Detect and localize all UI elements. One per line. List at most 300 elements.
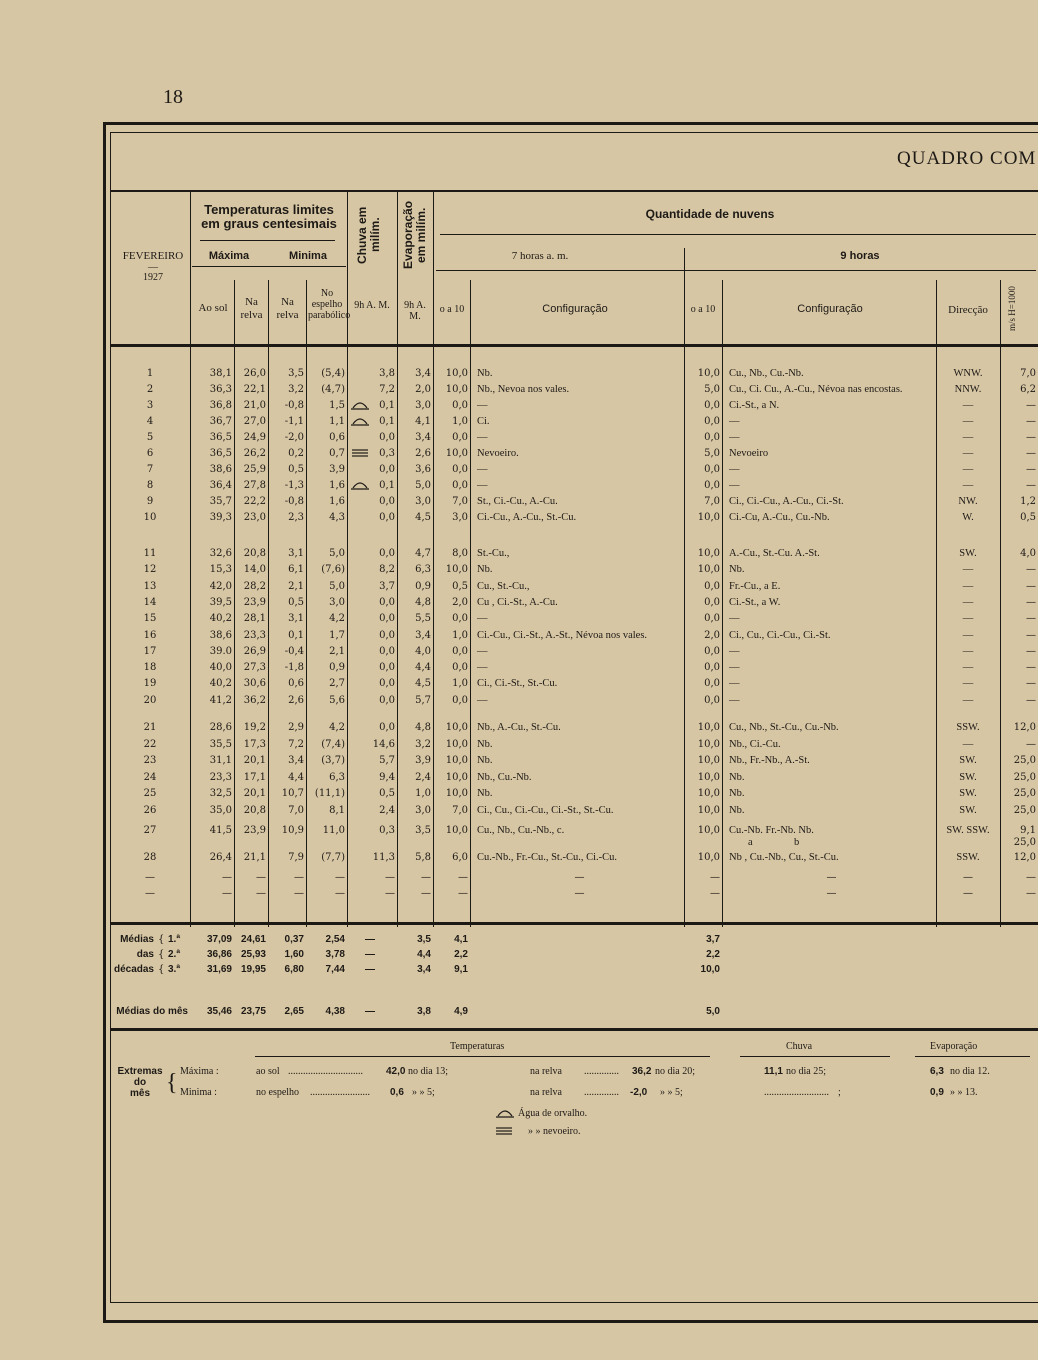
cell-config-7h: Cu.-Nb., Fr.-Cu., St.-Cu., Ci.-Cu.: [477, 851, 618, 863]
cell-nuvens-7h: 10,0: [445, 788, 468, 799]
cell-config-9h: Nb., Ci.-Cu.: [729, 738, 781, 750]
cell-config-9h: Cu., Ci. Cu., A.-Cu., Névoa nas encostas.: [729, 384, 903, 395]
footer-relva-max-dia: no dia 20;: [655, 1066, 695, 1077]
cell-direccao: W.: [962, 512, 974, 523]
header-rule: [440, 234, 1036, 235]
media-mes-min_relva: 2,65: [284, 1006, 304, 1017]
col-line: [470, 280, 471, 927]
cell-nuvens-9h: 0,0: [704, 464, 720, 475]
footer-mes: mês: [129, 1088, 150, 1099]
cell-max-sol: 39.0: [209, 645, 232, 657]
cell-direccao: —: [962, 694, 974, 706]
media-max_sol: 36,86: [206, 949, 232, 960]
cell-chuva: 0,0: [379, 596, 395, 608]
cell-min-relva: -0,8: [284, 400, 304, 411]
dash-cell: —: [963, 888, 973, 899]
footer-dots: ..............: [584, 1066, 619, 1077]
cell-direccao: —: [962, 580, 974, 592]
media-mes-min_esp: 4,38: [325, 1006, 345, 1017]
col-line: [306, 280, 307, 927]
title-rule: [110, 190, 1038, 192]
cell-min-espelho: (11,1): [314, 788, 345, 799]
nine-h-header-1: 9h A. M.: [354, 300, 390, 311]
media-evap: 4,4: [417, 949, 431, 960]
cell-nuvens-7h: 7,0: [452, 496, 468, 507]
medias-label: Médias: [120, 934, 154, 945]
cell-config-9h: Ci.-St., a W.: [729, 596, 781, 608]
cell-chuva: 3,8: [379, 368, 395, 379]
cell-nuvens-9h: 0,0: [704, 432, 720, 443]
cell-config-7h: Nevoeiro.: [477, 448, 519, 459]
brace: {: [158, 949, 165, 960]
cell-max-relva: 27,8: [243, 480, 266, 491]
cell-min-espelho: (3,7): [321, 755, 345, 766]
cell-nuvens-7h: 0,0: [452, 400, 468, 411]
dash-cell: —: [574, 888, 585, 899]
cell-max-relva: 19,2: [243, 722, 266, 733]
cell-direccao: —: [962, 400, 974, 411]
cell-min-espelho: 5,0: [329, 580, 345, 592]
cell-max-relva: 28,1: [243, 613, 266, 625]
cell-chuva: 0,0: [379, 613, 395, 625]
dash-cell: —: [710, 872, 720, 883]
cell-min-espelho: 11,0: [322, 825, 345, 836]
footer-brace: {: [166, 1070, 178, 1096]
cell-direccao: NNW.: [954, 384, 982, 395]
cell-velocidade: —: [1026, 738, 1036, 750]
cell-config-7h: —: [477, 480, 488, 491]
cell-evaporacao: 4,8: [415, 722, 431, 733]
table-bottom-rule: [110, 922, 1038, 925]
cell-nuvens-7h: 10,0: [445, 771, 468, 783]
cell-direccao: WNW.: [953, 368, 983, 379]
cell-velocidade: 25,0: [1013, 788, 1036, 799]
cell-min-espelho: (5,4): [321, 368, 345, 379]
cell-day: 20: [143, 694, 157, 706]
cell-evaporacao: 3,9: [415, 755, 431, 766]
cell-config-7h: Nb., Cu.-Nb.: [477, 771, 532, 783]
footer-relva-max-label: na relva: [530, 1066, 562, 1077]
o-a-10-header-2: o a 10: [690, 304, 716, 315]
cell-max-sol: 41,5: [209, 825, 232, 836]
temp-limits-header: Temperaturas limites em graus centesimais: [201, 202, 337, 231]
media-mes-max_relva: 23,75: [240, 1006, 266, 1017]
cell-config-7h: Nb.: [477, 788, 493, 799]
footer-espelho-label: no espelho: [256, 1087, 300, 1098]
dash-cell: —: [256, 888, 266, 899]
cell-nuvens-7h: 0,0: [452, 645, 468, 657]
cell-min-espelho: (7,7): [321, 851, 345, 863]
dash-cell: —: [256, 872, 266, 883]
cell-config-9h: Cu., Nb., St.-Cu., Cu.-Nb.: [729, 722, 839, 733]
legend-nevoeiro: » » nevoeiro.: [528, 1126, 581, 1137]
dash-cell: —: [963, 872, 973, 883]
cell-velocidade: 25,0: [1013, 804, 1036, 816]
legend-orvalho: Água de orvalho.: [518, 1108, 588, 1119]
cell-velocidade: —: [1026, 564, 1036, 576]
cell-max-relva: 20,8: [243, 548, 266, 559]
cell-velocidade: 6,2: [1020, 384, 1036, 395]
brace: {: [158, 934, 165, 945]
media-n7: 4,1: [454, 934, 468, 945]
cell-nuvens-7h: 10,0: [445, 564, 468, 576]
cell-min-espelho: (7,6): [321, 564, 345, 576]
cell-nuvens-7h: 0,0: [452, 662, 468, 674]
cell-nuvens-7h: 0,0: [452, 694, 468, 706]
cell-max-sol: 39,5: [209, 596, 232, 608]
header-rule: [200, 240, 335, 241]
dash-cell: —: [145, 888, 155, 899]
cell-min-espelho: 1,5: [329, 400, 345, 411]
cell-evaporacao: 5,8: [415, 851, 431, 863]
cell-config-9h: Ci., Cu., Ci.-Cu., Ci.-St.: [729, 629, 831, 641]
footer-relva-min-val: -2,0: [630, 1087, 648, 1098]
cell-direccao: SSW.: [956, 851, 980, 863]
cell-nuvens-7h: 0,5: [452, 580, 468, 592]
cell-chuva: 7,2: [379, 384, 395, 395]
cell-min-relva: 0,5: [288, 596, 304, 608]
cell-max-sol: 26,4: [209, 851, 232, 863]
footer-dots: ..........................: [764, 1087, 829, 1098]
ao-sol-header: Ao sol: [198, 302, 228, 314]
cell-max-relva: 30,6: [243, 678, 266, 690]
cell-min-relva: 3,4: [288, 755, 304, 766]
cell-nuvens-9h: 10,0: [697, 368, 720, 379]
cell-min-espelho: 5,6: [329, 694, 345, 706]
cell-day: 21: [143, 722, 157, 733]
cell-nuvens-7h: 3,0: [452, 512, 468, 523]
cell-direccao: SW.: [959, 548, 977, 559]
footer-relva-min-dia: » » 5;: [660, 1087, 683, 1098]
cell-day: 28: [143, 851, 157, 863]
maxima-header: Máxima: [208, 250, 250, 262]
cell-evaporacao: 4,0: [415, 645, 431, 657]
cell-min-relva: 3,2: [288, 384, 304, 395]
cell-evaporacao: 4,1: [415, 416, 431, 427]
cell-direccao: —: [962, 645, 974, 657]
cell-velocidade: 1,2: [1020, 496, 1036, 507]
cell-evaporacao: 3,2: [415, 738, 431, 750]
cell-chuva: 0,1: [379, 480, 395, 491]
cell-config-9h: —: [729, 645, 740, 657]
cell-nuvens-7h: 1,0: [452, 416, 468, 427]
cell-min-relva: 3,1: [288, 548, 304, 559]
cell-evaporacao: 3,4: [415, 629, 431, 641]
decade-number: 3.ª: [168, 964, 181, 975]
footer-espelho-val: 0,6: [390, 1087, 404, 1098]
cell-evaporacao: 3,4: [415, 368, 431, 379]
cell-nuvens-9h: 7,0: [704, 496, 720, 507]
cell-max-relva: 22,1: [243, 384, 266, 395]
dash-cell: —: [458, 872, 468, 883]
cell-nuvens-7h: 10,0: [445, 384, 468, 395]
cell-min-relva: 6,1: [288, 564, 304, 576]
cell-max-sol: 40,0: [209, 662, 232, 674]
cell-nuvens-7h: 10,0: [445, 738, 468, 750]
cell-chuva: 9,4: [379, 771, 395, 783]
cell-velocidade: —: [1026, 645, 1036, 657]
footer-chuva-max-val: 11,1: [764, 1066, 783, 1077]
footer-dots: ..............................: [288, 1066, 363, 1077]
cell-max-relva: 27,0: [243, 416, 266, 427]
cell-max-relva: 26,0: [243, 368, 266, 379]
cell-config-7h: Nb.: [477, 368, 493, 379]
cell-min-espelho: 5,0: [329, 548, 345, 559]
cell-config-9h: Ci.-St., a N.: [729, 400, 780, 411]
cell-config-9h: Fr.-Cu., a E.: [729, 580, 781, 592]
cell-min-relva: 0,1: [288, 629, 304, 641]
cell-config-9h: Ci., Ci.-Cu., A.-Cu., Ci.-St.: [729, 496, 844, 507]
das-label: das: [136, 949, 154, 960]
cell-velocidade: 4,0: [1020, 548, 1036, 559]
cell-velocidade: —: [1026, 580, 1036, 592]
footer-dots: ........................: [310, 1087, 370, 1098]
cell-chuva: 0,0: [379, 645, 395, 657]
media-chuva: —: [365, 934, 375, 945]
cell-velocidade: 25,0: [1013, 755, 1036, 766]
footer-ao-sol-dia: no dia 13;: [408, 1066, 448, 1077]
cell-evaporacao: 3,4: [415, 432, 431, 443]
chuva-header: Chuva em milím.: [355, 206, 382, 264]
medias-bottom-rule: [110, 1028, 1038, 1031]
cell-chuva: 11,3: [372, 851, 395, 863]
col-line: [268, 280, 269, 927]
cell-velocidade: 0,5: [1020, 512, 1036, 523]
cell-nuvens-7h: 10,0: [445, 755, 468, 766]
year-label: 1927: [143, 272, 163, 283]
cell-velocidade: —: [1026, 678, 1036, 690]
cell-max-relva: 20,1: [243, 755, 266, 766]
cell-min-espelho: 4,2: [329, 613, 345, 625]
media-max_relva: 25,93: [240, 949, 266, 960]
cell-nuvens-7h: 8,0: [452, 548, 468, 559]
footer-ao-sol-val: 42,0: [386, 1066, 406, 1077]
cell-direccao: —: [962, 480, 974, 491]
cell-config-7h: Nb.: [477, 755, 493, 766]
dash-cell: —: [1026, 888, 1036, 899]
cell-max-sol: 35,0: [209, 804, 232, 816]
cell-max-sol: 36,3: [209, 384, 232, 395]
cell-config-9h: —: [729, 432, 740, 443]
cell-max-sol: 32,5: [209, 788, 232, 799]
sete-horas-header: 7 horas a. m.: [511, 250, 569, 262]
cell-config-7h: Cu , Ci.-St., A.-Cu.: [477, 596, 558, 608]
cell-max-sol: 36,5: [209, 448, 232, 459]
footer-chuva-max-dia: no dia 25;: [786, 1066, 826, 1077]
cell-nuvens-9h: 0,0: [704, 480, 720, 491]
cell-min-relva: -1,8: [284, 662, 304, 674]
cell-nuvens-9h: 0,0: [704, 645, 720, 657]
cell-min-relva: 10,7: [281, 788, 304, 799]
col-line: [936, 280, 937, 927]
cell-nuvens-9h: 10,0: [697, 771, 720, 783]
cell-evaporacao: 3,0: [415, 804, 431, 816]
cell-nuvens-9h: 0,0: [704, 662, 720, 674]
media-mes-max_sol: 35,46: [206, 1006, 232, 1017]
cell-direccao: —: [962, 432, 974, 443]
cell-max-relva: 20,1: [243, 788, 266, 799]
cell-chuva: 14,6: [372, 738, 395, 750]
footer-evap-min-dia: » » 13.: [950, 1087, 978, 1098]
cell-max-sol: 28,6: [209, 722, 232, 733]
dash-cell: —: [826, 872, 837, 883]
media-n7: 9,1: [454, 964, 468, 975]
cell-day: 25: [143, 788, 157, 799]
cell-nuvens-9h: 0,0: [704, 580, 720, 592]
cell-chuva: 0,0: [379, 464, 395, 475]
cell-config-9h: A.-Cu., St.-Cu. A.-St.: [729, 548, 820, 559]
media-mes-n9: 5,0: [706, 1006, 720, 1017]
cell-day: 10: [143, 512, 157, 523]
cell-max-relva: 21,1: [243, 851, 266, 863]
cell-config-7h: —: [477, 662, 488, 674]
cell-day: 9: [146, 496, 154, 507]
dash-cell: —: [710, 888, 720, 899]
cell-evaporacao: 4,5: [415, 678, 431, 690]
cell-config-7h: Nb., Nevoa nos vales.: [477, 384, 570, 395]
cell-nuvens-7h: 10,0: [445, 448, 468, 459]
col-line: [190, 192, 191, 927]
cell-min-espelho: 3,0: [329, 596, 345, 608]
cell-nuvens-7h: 10,0: [445, 722, 468, 733]
cell-direccao: —: [962, 613, 974, 625]
nevoeiro-icon: [496, 1126, 512, 1139]
cell-min-espelho: 2,7: [329, 678, 345, 690]
footer-relva-min-label: na relva: [530, 1087, 562, 1098]
footer-evap-min-val: 0,9: [930, 1087, 944, 1098]
cell-evaporacao: 2,4: [415, 771, 431, 783]
cell-nuvens-7h: 1,0: [452, 629, 468, 641]
cell-nuvens-9h: 10,0: [697, 804, 720, 816]
cell-max-sol: 36,8: [209, 400, 232, 411]
cell-direccao: SW.: [959, 771, 977, 783]
cell-evaporacao: 3,0: [415, 496, 431, 507]
cell-config-9h: Ci.-Cu, A.-Cu., Cu.-Nb.: [729, 512, 830, 523]
cell-direccao: —: [962, 629, 974, 641]
cell-velocidade: —: [1026, 464, 1036, 475]
cell-min-espelho: 0,7: [329, 448, 345, 459]
footer-rule: [255, 1056, 710, 1057]
cell-config-7h: —: [477, 645, 488, 657]
table-title: QUADRO COM: [897, 148, 1037, 169]
cell-chuva: 0,0: [379, 512, 395, 523]
cell-max-sol: 39,3: [209, 512, 232, 523]
cell-direccao: SW.: [959, 804, 977, 816]
cell-min-espelho: 6,3: [329, 771, 345, 783]
media-mes-evap: 3,8: [417, 1006, 431, 1017]
cell-evaporacao: 4,7: [415, 548, 431, 559]
cell-config-9h: Nb , Cu.-Nb., Cu., St.-Cu.: [729, 851, 839, 863]
dash-cell: —: [458, 888, 468, 899]
cell-direccao: —: [962, 464, 974, 475]
cell-max-sol: 32,6: [209, 548, 232, 559]
cell-day: 15: [143, 613, 157, 625]
cell-max-sol: 36,5: [209, 432, 232, 443]
cell-min-relva: 2,6: [288, 694, 304, 706]
media-min_relva: 0,37: [284, 934, 304, 945]
media-min_relva: 6,80: [284, 964, 304, 975]
cell-config-7h: St.-Cu.,: [477, 548, 510, 559]
cell-chuva: 0,1: [379, 416, 395, 427]
cell-min-espelho: 1,6: [329, 480, 345, 491]
cell-config-9h: —: [729, 416, 740, 427]
footer-temperaturas: Temperaturas: [450, 1041, 505, 1052]
cell-config-9h: —: [729, 464, 740, 475]
cell-config-9h: —: [729, 662, 740, 674]
cell-chuva: 0,0: [379, 432, 395, 443]
cell-day: 8: [146, 480, 154, 491]
cell-nuvens-7h: 0,0: [452, 480, 468, 491]
cell-chuva: 0,0: [379, 722, 395, 733]
cell-nuvens-7h: 0,0: [452, 464, 468, 475]
cell-evaporacao: 6,3: [415, 564, 431, 576]
cell-config-9h: Cu.-Nb. Fr.-Nb. Nb.: [729, 825, 814, 836]
cell-min-relva: 7,2: [288, 738, 304, 750]
nove-horas-header: 9 horas: [840, 250, 880, 262]
cell-min-relva: 0,5: [288, 464, 304, 475]
cell-nuvens-9h: 10,0: [697, 512, 720, 523]
media-max_relva: 19,95: [240, 964, 266, 975]
cell-config-7h: —: [477, 464, 488, 475]
cell-velocidade: 12,0: [1013, 851, 1036, 863]
media-min_esp: 2,54: [325, 934, 345, 945]
cell-max-sol: 42,0: [209, 580, 232, 592]
cell-day: 19: [143, 678, 157, 690]
sublabel-b: b: [794, 837, 800, 848]
cell-nuvens-7h: 7,0: [452, 804, 468, 816]
decade-number: 1.ª: [168, 934, 181, 945]
evaporacao-header: Evaporação em milím.: [401, 200, 428, 270]
cell-direccao: —: [962, 678, 974, 690]
cell-velocidade: —: [1026, 432, 1036, 443]
cell-min-espelho: 0,6: [329, 432, 345, 443]
cell-day: 1: [146, 368, 154, 379]
media-min_esp: 3,78: [325, 949, 345, 960]
dash-cell: —: [385, 872, 395, 883]
medias-mes-label: Médias do mês: [116, 1006, 188, 1017]
minima-header: Minima: [289, 250, 327, 262]
frame-inner-left: [110, 132, 111, 1302]
cell-chuva: 5,7: [379, 755, 395, 766]
cell-config-9h: Cu., Nb., Cu.-Nb.: [729, 368, 804, 379]
cell-day: 6: [146, 448, 154, 459]
cell-evaporacao: 3,5: [415, 825, 431, 836]
cell-nuvens-9h: 10,0: [697, 738, 720, 750]
month-label: FEVEREIRO: [122, 250, 184, 262]
footer-minima-label: Minima :: [180, 1087, 217, 1098]
cell-evaporacao: 4,5: [415, 512, 431, 523]
cell-max-relva: 28,2: [243, 580, 266, 592]
cell-max-sol: 15,3: [209, 564, 232, 576]
cell-config-7h: —: [477, 613, 488, 625]
col-line: [722, 280, 723, 927]
cell-direccao: SW. SSW.: [946, 825, 990, 836]
cell-max-sol: 35,5: [209, 738, 232, 750]
cell-config-7h: St., Ci.-Cu., A.-Cu.: [477, 496, 558, 507]
footer-rule: [915, 1056, 1030, 1057]
cell-chuva: 0,3: [379, 448, 395, 459]
cell-max-relva: 17,1: [243, 771, 266, 783]
cell-chuva: 0,0: [379, 629, 395, 641]
cell-min-espelho: 1,6: [329, 496, 345, 507]
cell-evaporacao: 2,6: [415, 448, 431, 459]
decadas-label: décadas: [113, 964, 154, 975]
cell-max-relva: 23,0: [243, 512, 266, 523]
cell-min-espelho: 0,9: [329, 662, 345, 674]
col-line: [433, 192, 434, 927]
cell-evaporacao: 3,6: [415, 464, 431, 475]
cell-min-espelho: 4,2: [329, 722, 345, 733]
